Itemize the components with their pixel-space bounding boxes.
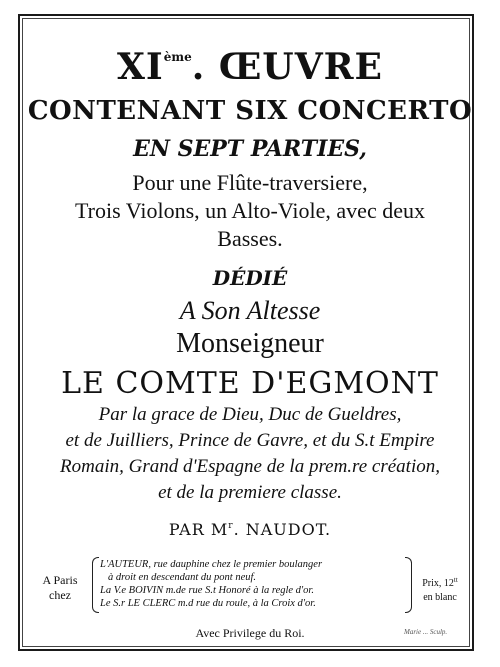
title-numeral: XI <box>117 46 164 88</box>
work-number-title <box>0 46 500 88</box>
author-prefix: PAR M <box>168 520 229 539</box>
left-brace <box>92 557 99 613</box>
instrument-line-1: Pour une Flûte-traversiere, <box>132 170 368 195</box>
instrument-line-2: Trois Violons, un Alto-Viole, avec deux <box>75 198 425 223</box>
seller-address-2: à droit en descendant du pont neuf. <box>108 572 257 583</box>
dedicatee-name: LE COMTE D'EGMONT <box>61 366 439 401</box>
sales-city <box>34 573 86 603</box>
seller-address-1: L'AUTEUR, rue dauphine chez le premier boulanger <box>100 559 323 570</box>
royal-privilege: Avec Privilege du Roi. <box>195 626 305 640</box>
titles-line-4: et de la premiere classe. <box>158 482 342 503</box>
price-block <box>416 573 464 605</box>
contenant-line: CONTENANT SIX CONCERTO <box>27 96 473 126</box>
title-numeral-superscript: ème <box>163 50 192 64</box>
price-line <box>416 573 464 591</box>
parties-line: EN SEPT PARTIES, <box>133 136 367 162</box>
title-word: . ŒUVRE <box>191 46 383 88</box>
dedication-heading: DÉDIÉ <box>212 266 288 290</box>
right-brace <box>405 557 412 613</box>
titles-line-3: Romain, Grand d'Espagne de la prem.re création, <box>60 456 440 477</box>
seller-address-3: La V.e BOIVIN m.de rue S.t Honoré à la regle d'or. <box>100 585 314 596</box>
titles-line-2: et de Juilliers, Prince de Gavre, et du S.t Empire <box>65 430 435 451</box>
price-condition: en blanc <box>423 592 457 603</box>
titles-line-1: Par la grace de Dieu, Duc de Gueldres, <box>98 404 402 425</box>
author-name: . NAUDOT. <box>233 520 332 539</box>
instrument-line-3: Basses. <box>217 226 283 251</box>
chez-line: chez <box>49 588 71 602</box>
engraver-signature: Marie ... Sculp. <box>404 628 448 636</box>
author-superscript: r <box>228 521 234 531</box>
city-line: A Paris <box>42 573 78 587</box>
seller-address-4: Le S.r LE CLERC m.d rue du roule, à la Croix d'or. <box>100 598 316 609</box>
composer-line <box>0 520 500 539</box>
price-superscript: tt <box>453 576 458 584</box>
monseigneur-line: Monseigneur <box>176 328 324 359</box>
price-text: Prix, 12 <box>422 578 454 589</box>
altesse-line: A Son Altesse <box>179 296 321 325</box>
